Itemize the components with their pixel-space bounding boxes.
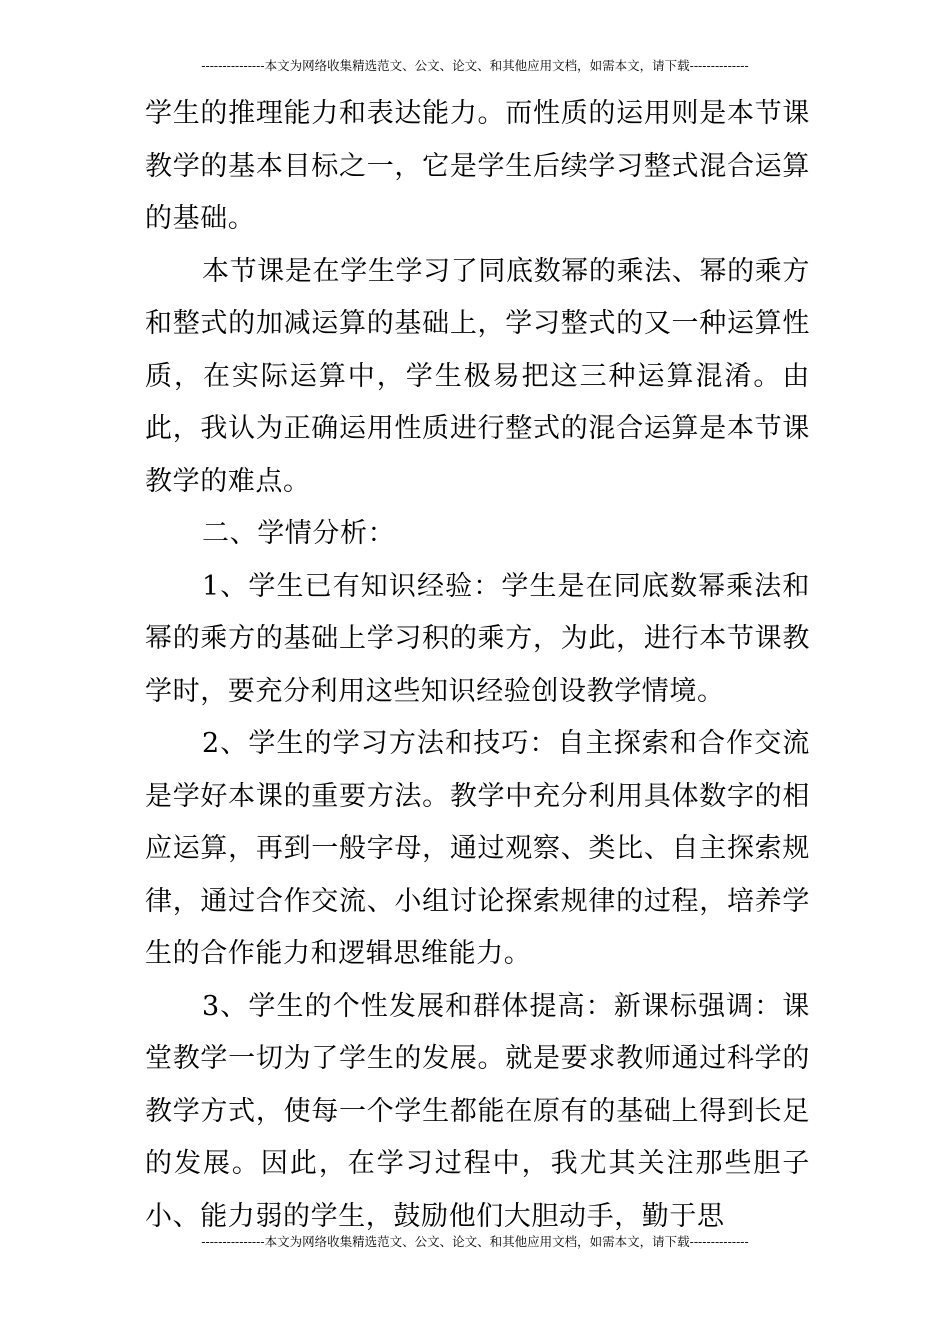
document-body	[145, 88, 810, 1243]
section-heading-learning-analysis: 二、学情分析：	[202, 518, 396, 549]
paragraph-item-1: 1、学生已有知识经验：学生是在同底数幂乘法和幂的乘方的基础上学习积的乘方，为此，进行本节课教学时，要充分利用这些知识经验创设教学情境。	[145, 570, 810, 707]
page-header-banner: ---------------本文为网络收集精选范文、公文、论文、和其他应用文档，如需本文，请下载--------------	[201, 58, 749, 73]
paragraph-item-3: 3、学生的个性发展和群体提高：新课标强调：课堂教学一切为了学生的发展。就是要求教师通过科学的教学方式，使每一个学生都能在原有的基础上得到长足的发展。因此，在学习过程中，我尤其关注那些胆子小、能力弱的学生，鼓励他们大胆动手，勤于思	[145, 990, 810, 1232]
page-footer-banner: ---------------本文为网络收集精选范文、公文、论文、和其他应用文档，如需本文，请下载--------------	[201, 1234, 749, 1249]
paragraph-item-2: 2、学生的学习方法和技巧：自主探索和合作交流是学好本课的重要方法。教学中充分利用具体数字的相应运算，再到一般字母，通过观察、类比、自主探索规律，通过合作交流、小组讨论探索规律的过程，培养学生的合作能力和逻辑思维能力。	[145, 728, 810, 969]
paragraph-continuation: 学生的推理能力和表达能力。而性质的运用则是本节课教学的基本目标之一，它是学生后续学习整式混合运算的基础。	[145, 98, 810, 234]
paragraph-lesson-difficulty: 本节课是在学生学习了同底数幂的乘法、幂的乘方和整式的加减运算的基础上，学习整式的又一种运算性质，在实际运算中，学生极易把这三种运算混淆。由此，我认为正确运用性质进行整式的混合运算是本节课教学的难点。	[145, 255, 810, 497]
